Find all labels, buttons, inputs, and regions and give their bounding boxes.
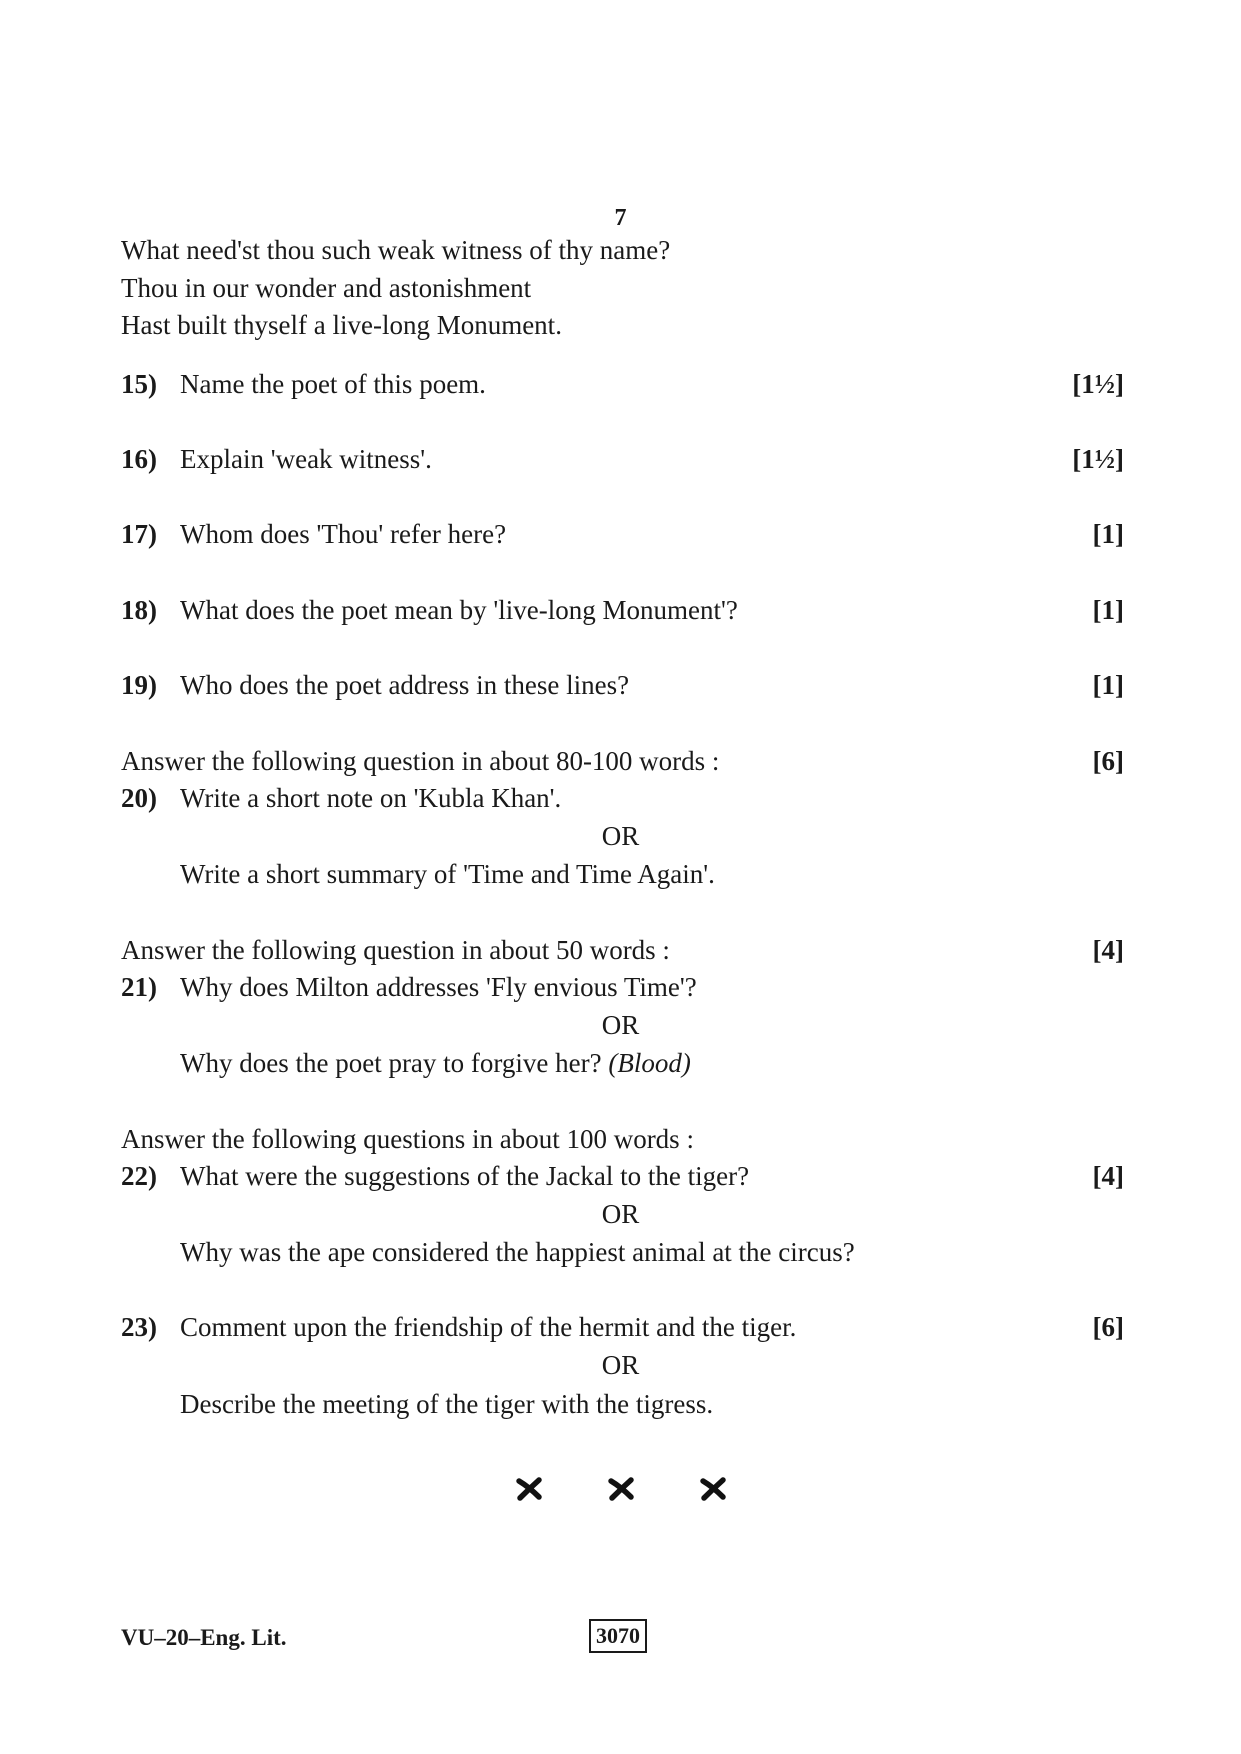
cross-icon <box>607 1475 635 1503</box>
cross-icon <box>699 1475 727 1503</box>
question-text: What were the suggestions of the Jackal to the tiger? <box>180 1161 750 1191</box>
section-marks: [6] <box>1092 746 1124 776</box>
alternative-question: Why was the ape considered the happiest animal at the circus? <box>180 1237 855 1267</box>
alternative-question <box>180 1048 691 1078</box>
question-marks: [4] <box>1092 1161 1124 1191</box>
paper-code: VU–20–Eng. Lit. <box>121 1625 287 1650</box>
question-marks: [1½] <box>1072 444 1124 474</box>
alternative-question: Describe the meeting of the tiger with the tigress. <box>180 1389 714 1419</box>
paper-number-box: 3070 <box>589 1619 647 1653</box>
poem-source: (Blood) <box>608 1048 691 1078</box>
poem-line: Hast built thyself a live-long Monument. <box>121 310 562 340</box>
question-marks: [1½] <box>1072 369 1124 399</box>
or-divider: OR <box>601 1199 640 1229</box>
question-number: 18) <box>121 595 157 625</box>
question-marks: [1] <box>1092 519 1124 549</box>
question-marks: [1] <box>1092 670 1124 700</box>
alternative-question-text: Why does the poet pray to forgive her? <box>180 1048 602 1078</box>
or-divider: OR <box>601 1010 640 1040</box>
question-text: Name the poet of this poem. <box>180 369 486 399</box>
question-text: What does the poet mean by 'live-long Monument'? <box>180 595 738 625</box>
question-marks: [1] <box>1092 595 1124 625</box>
or-divider: OR <box>601 1350 640 1380</box>
question-text: Why does Milton addresses 'Fly envious Time'? <box>180 972 697 1002</box>
question-number: 20) <box>121 783 157 813</box>
question-number: 21) <box>121 972 157 1002</box>
question-number: 22) <box>121 1161 157 1191</box>
section-marks: [4] <box>1092 935 1124 965</box>
poem-line: What need'st thou such weak witness of thy name? <box>121 235 671 265</box>
poem-line: Thou in our wonder and astonishment <box>121 273 532 303</box>
question-text: Who does the poet address in these lines? <box>180 670 630 700</box>
cross-icon <box>515 1475 543 1503</box>
question-number: 19) <box>121 670 157 700</box>
page-number: 7 <box>614 205 627 231</box>
section-instruction: Answer the following question in about 50 words : <box>121 935 670 965</box>
question-text: Write a short note on 'Kubla Khan'. <box>180 783 562 813</box>
question-text: Whom does 'Thou' refer here? <box>180 519 507 549</box>
section-instruction: Answer the following questions in about 100 words : <box>121 1124 694 1154</box>
alternative-question: Write a short summary of 'Time and Time Again'. <box>180 859 715 889</box>
end-of-paper-marks <box>0 1475 1241 1508</box>
section-instruction: Answer the following question in about 80-100 words : <box>121 746 720 776</box>
question-number: 17) <box>121 519 157 549</box>
question-number: 16) <box>121 444 157 474</box>
question-number: 15) <box>121 369 157 399</box>
or-divider: OR <box>601 821 640 851</box>
question-text: Comment upon the friendship of the hermit and the tiger. <box>180 1312 797 1342</box>
question-marks: [6] <box>1092 1312 1124 1342</box>
question-text: Explain 'weak witness'. <box>180 444 432 474</box>
question-number: 23) <box>121 1312 157 1342</box>
